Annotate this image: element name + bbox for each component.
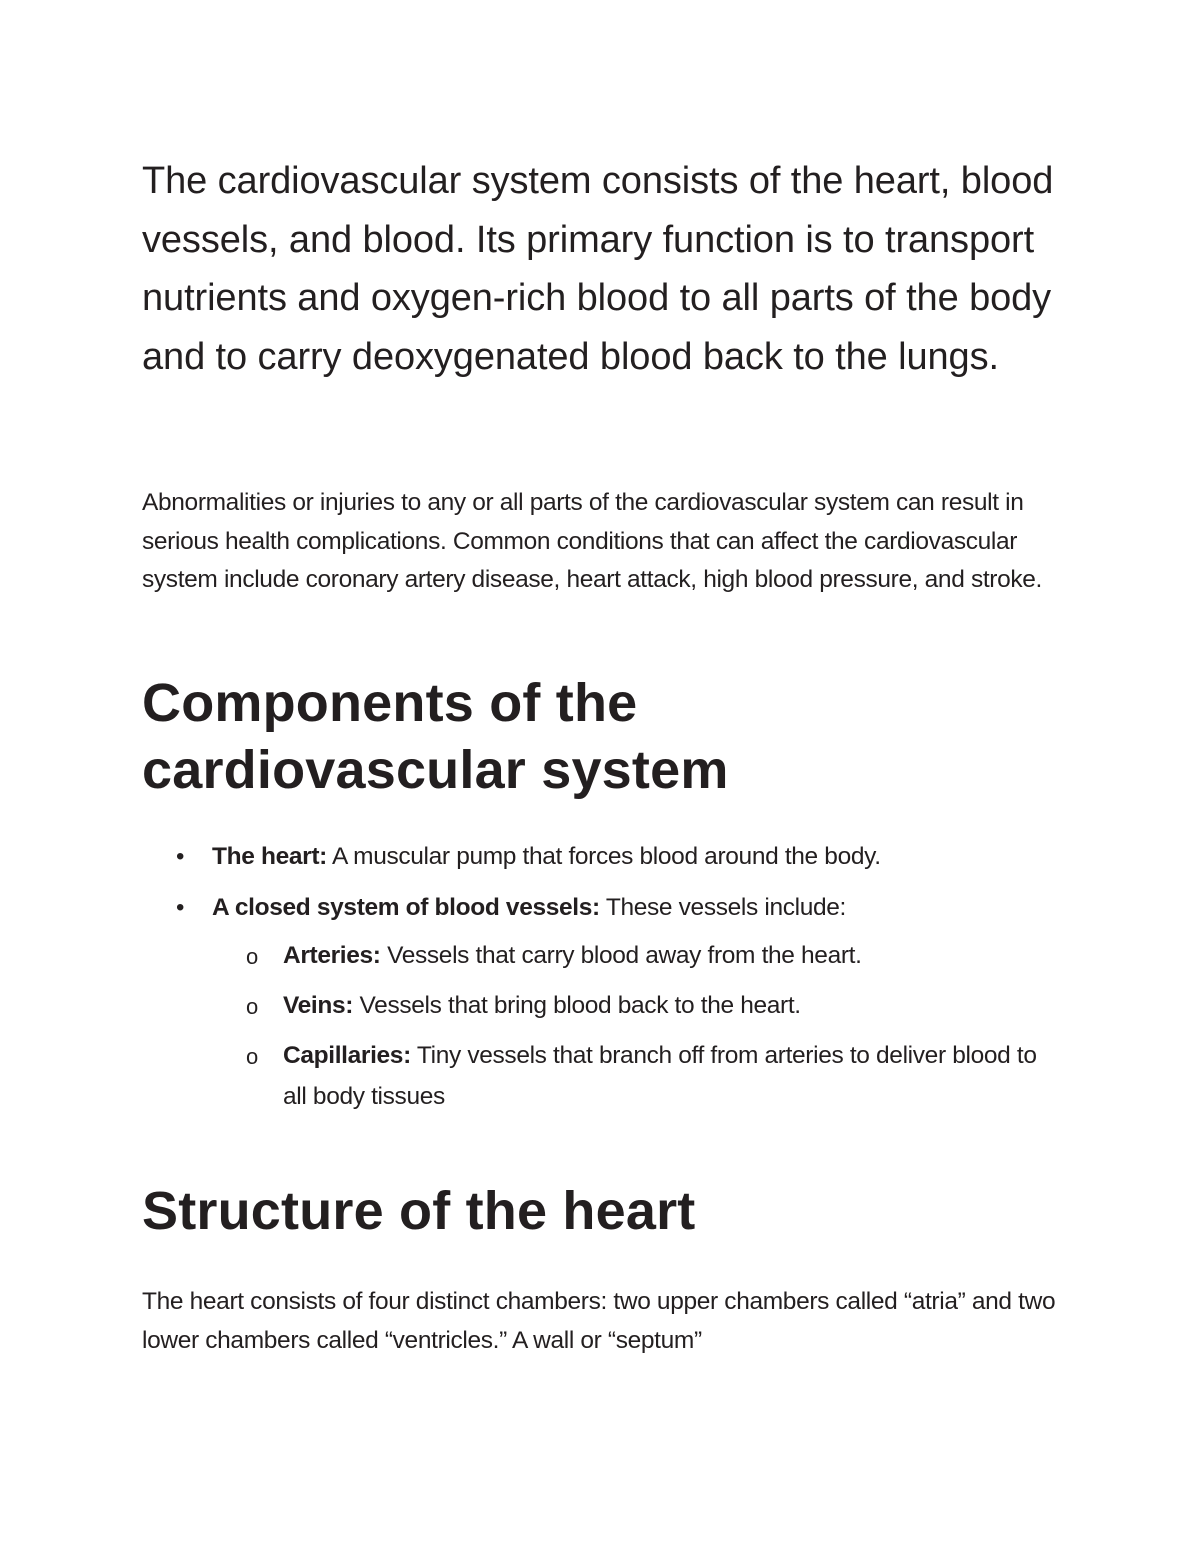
list-item-term: A closed system of blood vessels: [212, 894, 600, 921]
list-item-description: A muscular pump that forces blood around the body. [332, 843, 881, 870]
sub-list-item-text [283, 935, 1043, 976]
list-item-term: The heart: [212, 843, 327, 870]
abnormalities-paragraph: Abnormalities or injuries to any or all parts of the cardiovascular system can result in serious health complications. Common conditions that can affect the cardiovascular system include coronary artery disease, heart attack, high blood pressure, and stroke. [142, 489, 1043, 593]
list-item-description: These vessels include: [605, 894, 847, 921]
list-item-text [212, 838, 1062, 876]
structure-heading: Structure of the heart [142, 1181, 696, 1241]
sub-list-item-term: Arteries: [283, 942, 381, 969]
sub-list-item-text [283, 1035, 1043, 1117]
hollow-bullet-icon: o [246, 994, 258, 1019]
list-item-text [212, 889, 1062, 927]
hollow-bullet-icon: o [246, 1044, 258, 1069]
hollow-bullet-icon: o [246, 944, 258, 969]
sub-list-item-description: Tiny vessels that branch off from arteries to deliver blood to all body tissues [283, 1042, 1037, 1110]
sub-list-item-description: Vessels that bring blood back to the heart. [359, 992, 801, 1019]
intro-paragraph: The cardiovascular system consists of the heart, blood vessels, and blood. Its primary function is to transport nutrients and oxygen-rich blood to all parts of the body and to carry deoxygenated blood back to the lungs. [142, 160, 1054, 378]
components-heading: Components of the cardiovascular system [142, 673, 729, 800]
sub-list-item-description: Vessels that carry blood away from the heart. [387, 942, 862, 969]
structure-paragraph: The heart consists of four distinct chambers: two upper chambers called “atria” and two lower chambers called “ventricles.” A wall or “septum” [142, 1288, 1056, 1354]
sub-list-item-text [283, 985, 1043, 1026]
bullet-icon: • [176, 843, 185, 870]
sub-list-item-term: Capillaries: [283, 1042, 411, 1069]
bullet-icon: • [176, 894, 185, 921]
sub-list-item-term: Veins: [283, 992, 354, 1019]
